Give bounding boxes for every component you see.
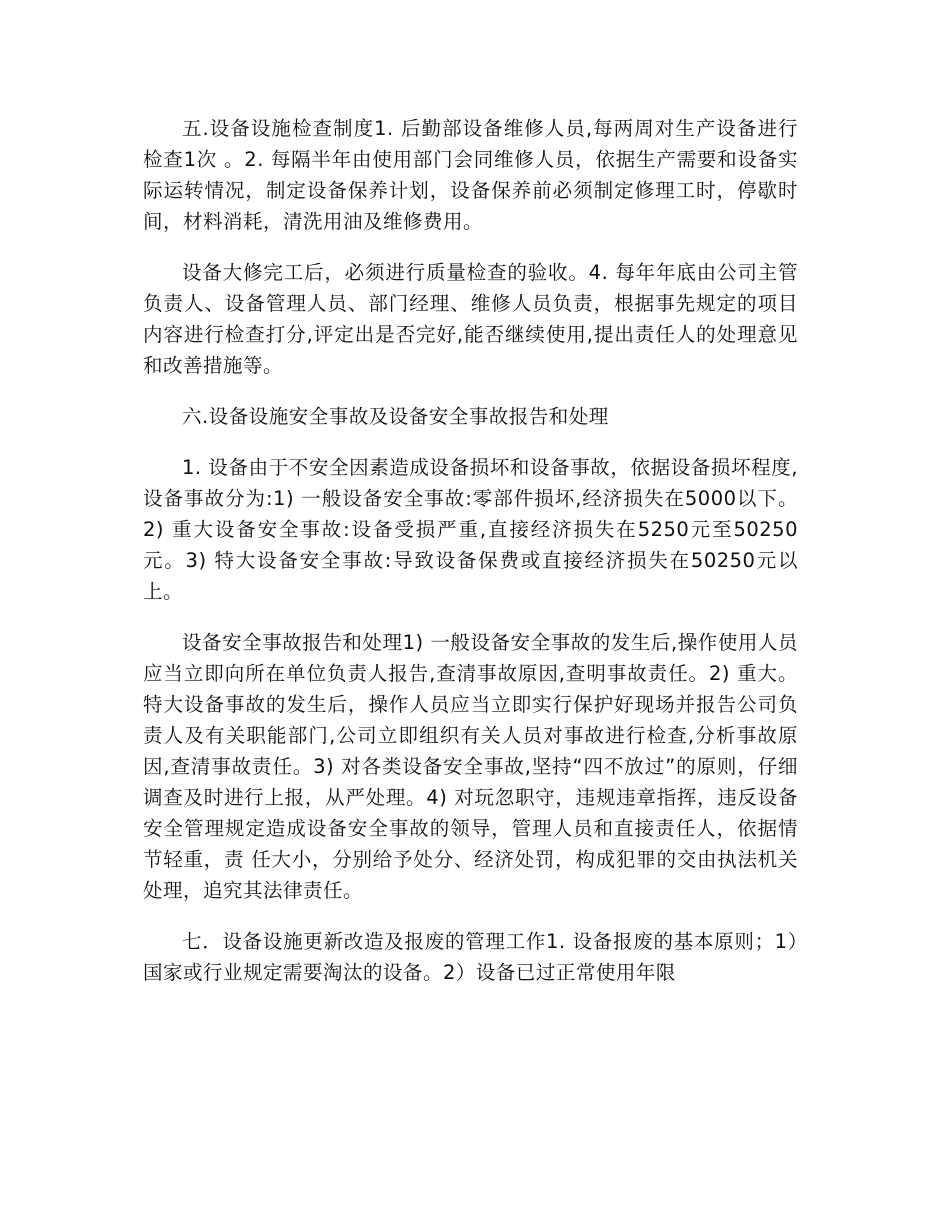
paragraph-inspection-system: 五.设备设施检查制度1. 后勤部设备维修人员,每两周对生产设备进行检查1次 。2. 每隔半年由使用部门会同维修人员，依据生产需要和设备实际运转情况，制定设备保养计划，设备保养前必须制定修理工时，停歇时间，材料消耗，清洗用油及维修费用。 [143, 117, 798, 233]
document-body [143, 113, 798, 1008]
paragraph-accident-handling: 设备安全事故报告和处理1) 一般设备安全事故的发生后,操作使用人员应当立即向所在单位负责人报告,查清事故原因,查明事故责任。2) 重大。特大设备事故的发生后，操作人员应当立即实行保护好现场并报告公司负责人及有关职能部门,公司立即组织有关人员对事故进行检查,分析事故原因,查清事故责任。3) 对各类设备安全事故,坚持“四不放过”的原则，仔细调查及时进行上报，从严处理。4) 对玩忽职守，违规违章指挥，违反设备安全管理规定造成设备安全事故的领导，管理人员和直接责任人，依据情节轻重，责 任大小，分别给予处分、经济处罚，构成犯罪的交由执法机关处理，追究其法律责任。 [143, 631, 798, 902]
section-heading-accident-report: 六.设备设施安全事故及设备安全事故报告和处理 [182, 405, 609, 428]
paragraph-overhaul-acceptance: 设备大修完工后，必须进行质量检查的验收。4. 每年年底由公司主管负责人、设备管理人员、部门经理、维修人员负责，根据事先规定的项目内容进行检查打分,评定出是否完好,能否继续使用,提出责任人的处理意见和改善措施等。 [143, 261, 798, 377]
paragraph-renewal-scrapping: 七．设备设施更新改造及报废的管理工作1. 设备报废的基本原则；1）国家或行业规定需要淘汰的设备。2）设备已过正常使用年限 [143, 930, 798, 984]
paragraph-accident-classification: 1. 设备由于不安全因素造成设备损坏和设备事故，依据设备损坏程度,设备事故分为:1) 一般设备安全事故:零部件损坏,经济损失在5000以下。2) 重大设备安全事故:设备受损严重,直接经济损失在5250元至50250元。3) 特大设备安全事故:导致设备保费或直接经济损失在50250元以上。 [143, 456, 798, 603]
